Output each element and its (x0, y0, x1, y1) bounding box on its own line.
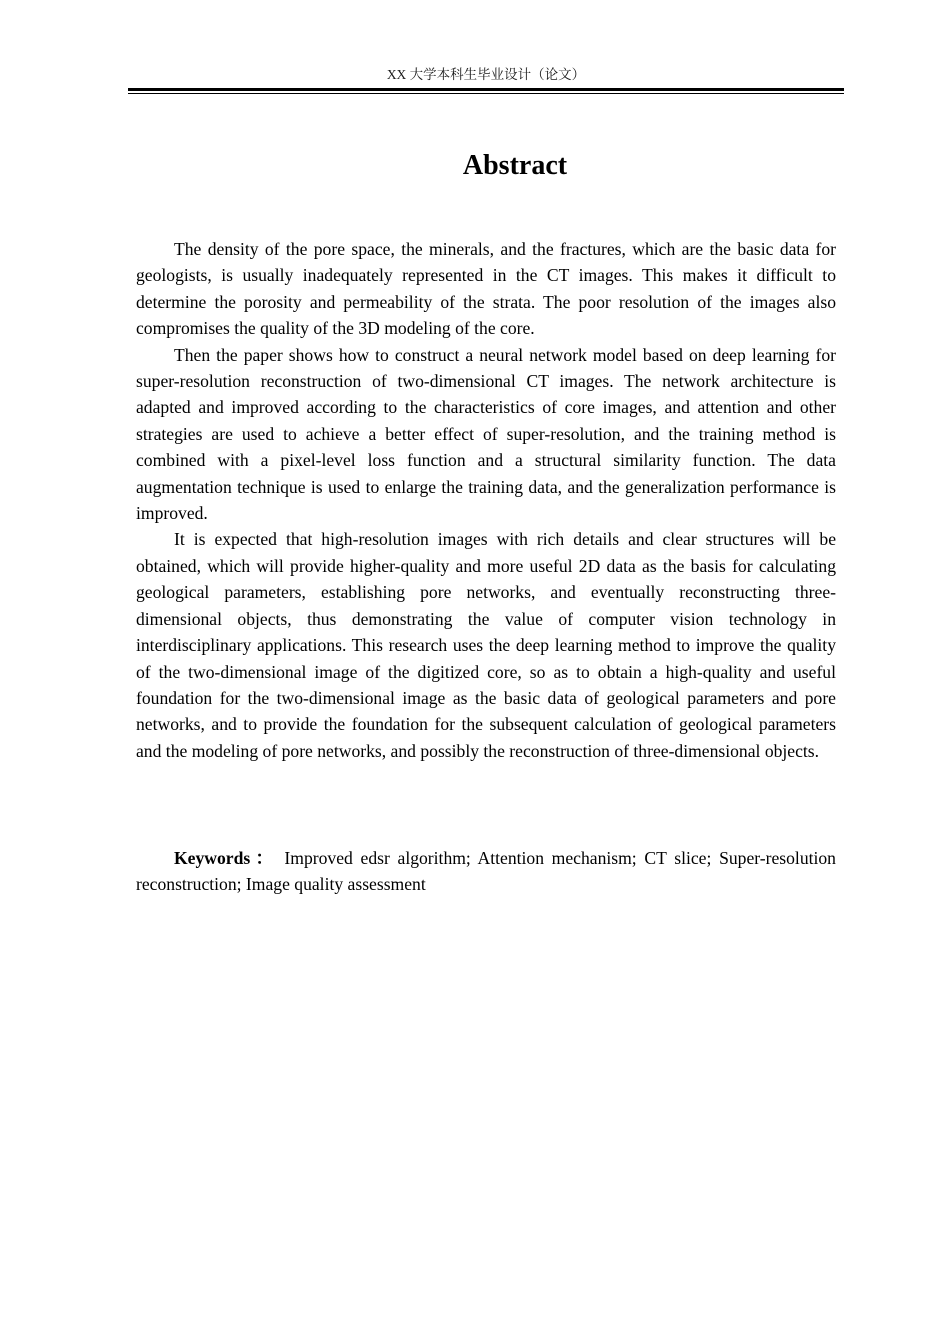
keywords-label: Keywords (174, 848, 251, 868)
abstract-paragraph-3: It is expected that high-resolution images with rich details and clear structures will be obtained, which will provide higher-quality and more useful 2D data as the basis for calculating geological parameters, establishing pore networks, and eventually reconstructing three-dimensional objects, thus demonstrating the value of computer vision technology in interdisciplinary applications. This research uses the deep learning method to improve the quality of the two-dimensional image of the digitized core, so as to obtain a high-quality and useful foundation for the two-dimensional image as the basic data of geological parameters and pore networks, and to provide the foundation for the subsequent calculation of geological parameters and the modeling of pore networks, and possibly the reconstruction of three-dimensional objects. (136, 529, 836, 761)
keywords-line (136, 845, 836, 898)
page-header: XX 大学本科生毕业设计（论文） (386, 67, 586, 82)
abstract-title: Abstract (462, 150, 568, 181)
abstract-paragraph-2: Then the paper shows how to construct a neural network model based on deep learning for super-resolution reconstruction of two-dimensional CT images. The network architecture is adapted and improved according to the characteristics of core images, and attention and other strategies are used to achieve a better effect of super-resolution, and the training method is combined with a pixel-level loss function and a structural similarity function. The data augmentation technique is used to enlarge the training data, and the generalization performance is improved. (136, 344, 836, 524)
keywords-separator: ： (252, 848, 277, 868)
abstract-paragraph-1: The density of the pore space, the minerals, and the fractures, which are the basic data for geologists, is usually inadequately represented in the CT images. This makes it difficult to determine the porosity and permeability of the strata. The poor resolution of the images also compromises the quality of the 3D modeling of the core. (136, 239, 836, 339)
keywords-text: Improved edsr algorithm; Attention mechanism; CT slice; Super-resolution reconstruction; Image quality assessment (136, 848, 836, 895)
header-rule-thick (128, 88, 844, 91)
abstract-body (136, 236, 836, 764)
header-rule-thin (128, 93, 844, 94)
header-double-rule (128, 88, 844, 95)
